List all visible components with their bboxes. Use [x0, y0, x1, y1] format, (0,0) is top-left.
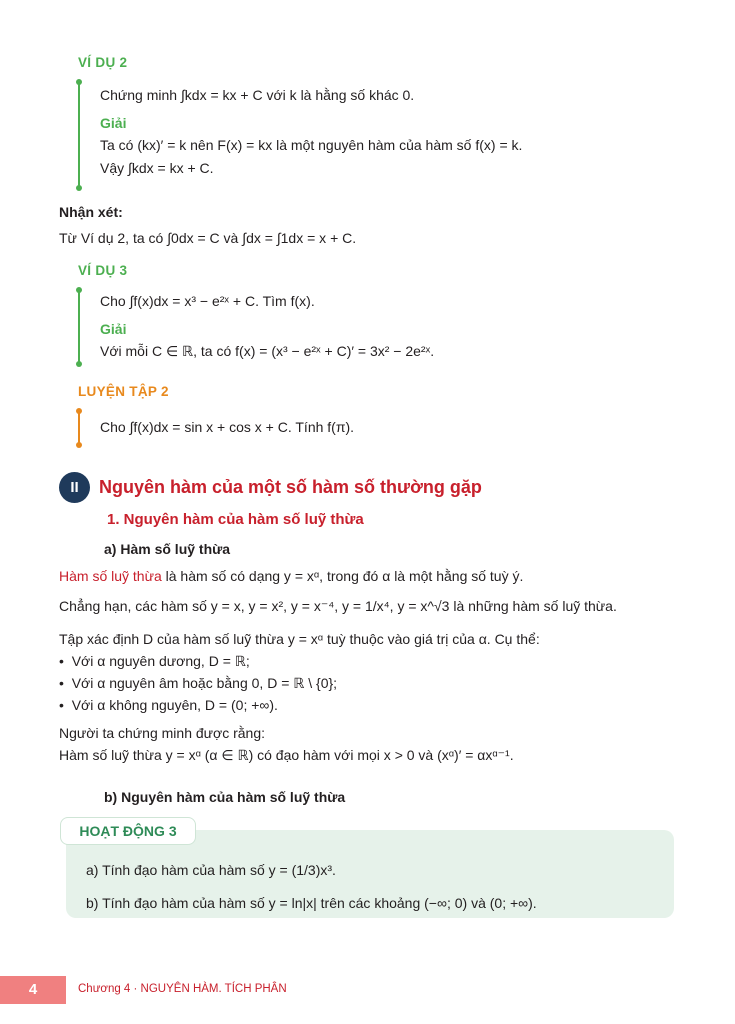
vidu3-giai-label: Giải — [100, 321, 127, 337]
subsection-1-title: 1. Nguyên hàm của hàm số luỹ thừa — [107, 511, 364, 528]
proof-line: Hàm số luỹ thừa y = xᵅ (α ∈ ℝ) có đạo hàm với mọi x > 0 và (xᵅ)′ = αxᵅ⁻¹. — [59, 747, 514, 763]
bullet-item: • Với α nguyên dương, D = ℝ; — [59, 653, 250, 669]
vidu3-line2: Với mỗi C ∈ ℝ, ta có f(x) = (x³ − e²ˣ + C)′ = 3x² − 2e²ˣ. — [100, 343, 435, 359]
page-number: 4 — [0, 976, 66, 1004]
bullet-text: Với α không nguyên, D = (0; +∞). — [71, 697, 278, 713]
vidu2-heading: VÍ DỤ 2 — [78, 55, 128, 70]
vidu2-giai-label: Giải — [100, 115, 127, 131]
activity-item-b: b) Tính đạo hàm của hàm số y = ln|x| trên các khoảng (−∞; 0) và (0; +∞). — [86, 895, 537, 911]
activity-item-a: a) Tính đạo hàm của hàm số y = (1/3)x³. — [86, 862, 336, 878]
bullet-item: • Với α nguyên âm hoặc bằng 0, D = ℝ \ {0}; — [59, 675, 338, 691]
bullet-item: • Với α không nguyên, D = (0; +∞). — [59, 697, 278, 713]
luyentap2-line1: Cho ∫f(x)dx = sin x + cos x + C. Tính f(π). — [100, 419, 355, 435]
vidu3-line1: Cho ∫f(x)dx = x³ − e²ˣ + C. Tìm f(x). — [100, 293, 315, 309]
proof-intro: Người ta chứng minh được rằng: — [59, 725, 266, 741]
vidu3-side-bar — [78, 290, 80, 364]
nhanxet-heading: Nhận xét: — [59, 204, 123, 220]
luyentap2-heading: LUYỆN TẬP 2 — [78, 384, 169, 399]
definition-term: Hàm số luỹ thừa — [59, 568, 162, 584]
vidu2-line1: Chứng minh ∫kdx = kx + C với k là hằng số khác 0. — [100, 87, 415, 103]
activity-tab: HOẠT ĐỘNG 3 — [60, 817, 196, 845]
bullet-text: Với α nguyên dương, D = ℝ; — [71, 653, 250, 669]
vidu2-line3: Vậy ∫kdx = kx + C. — [100, 160, 214, 176]
luyentap2-side-bar — [78, 411, 80, 445]
domain-intro: Tập xác định D của hàm số luỹ thừa y = xᵅ tuỳ thuộc vào giá trị của α. Cụ thể: — [59, 631, 540, 647]
bullet-text: Với α nguyên âm hoặc bằng 0, D = ℝ \ {0}; — [71, 675, 338, 691]
nhanxet-line1: Từ Ví dụ 2, ta có ∫0dx = C và ∫dx = ∫1dx = x + C. — [59, 230, 357, 246]
definition-rest: là hàm số có dạng y = xᵅ, trong đó α là một hằng số tuỳ ý. — [161, 568, 524, 584]
section-title: Nguyên hàm của một số hàm số thường gặp — [99, 477, 482, 497]
vidu2-line2: Ta có (kx)′ = k nên F(x) = kx là một nguyên hàm của hàm số f(x) = k. — [100, 137, 523, 153]
subsection-a-title: a) Hàm số luỹ thừa — [104, 541, 231, 557]
chapter-footer: Chương 4 · NGUYÊN HÀM. TÍCH PHÂN — [78, 983, 287, 995]
vidu2-side-bar — [78, 82, 80, 188]
vidu3-heading: VÍ DỤ 3 — [78, 263, 128, 278]
definition-line — [59, 568, 523, 584]
section-number-badge: II — [59, 472, 90, 503]
example-line: Chẳng hạn, các hàm số y = x, y = x², y = x⁻⁴, y = 1/x⁴, y = x^√3 là những hàm số luỹ thừa. — [59, 598, 617, 614]
subsection-b-title: b) Nguyên hàm của hàm số luỹ thừa — [104, 789, 346, 805]
